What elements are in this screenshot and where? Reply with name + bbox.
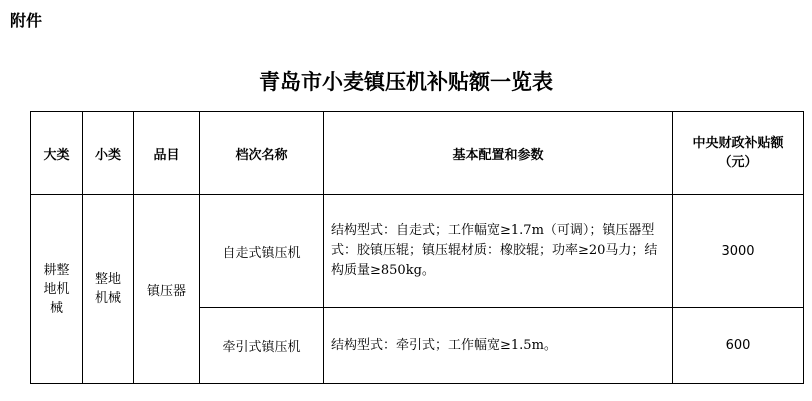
major-category-line: 地机 <box>43 281 70 297</box>
subsidy-table <box>30 111 804 384</box>
header-subsidy <box>673 112 804 195</box>
major-category-line: 耕整 <box>43 262 70 278</box>
header-grade-name: 档次名称 <box>200 112 324 195</box>
minor-category-line: 机械 <box>94 291 121 306</box>
minor-category-line: 整地 <box>94 272 121 287</box>
subsidy-cell: 3000 <box>673 195 804 308</box>
header-subsidy-line2: （元） <box>718 155 758 170</box>
table-row <box>31 195 804 308</box>
grade-name-cell: 牵引式镇压机 <box>200 308 324 384</box>
attachment-label: 附件 <box>10 11 43 30</box>
minor-category-cell <box>83 195 134 384</box>
config-params-cell: 结构型式：自走式；工作幅宽≥1.7m（可调）；镇压器型式：胶镇压辊；镇压辊材质：橡胶辊；功率≥20马力；结构质量≥850kg。 <box>324 195 673 308</box>
header-minor-category: 小类 <box>83 112 134 195</box>
item-cell: 镇压器 <box>134 195 200 384</box>
grade-name-cell: 自走式镇压机 <box>200 195 324 308</box>
major-category-cell <box>31 195 83 384</box>
header-major-category: 大类 <box>31 112 83 195</box>
table-header-row <box>31 112 804 195</box>
page-title: 青岛市小麦镇压机补贴额一览表 <box>259 69 553 94</box>
header-subsidy-line1: 中央财政补贴额 <box>692 136 784 151</box>
config-params-cell: 结构型式：牵引式；工作幅宽≥1.5m。 <box>324 308 673 384</box>
header-config-params: 基本配置和参数 <box>324 112 673 195</box>
major-category-line: 械 <box>49 300 63 316</box>
subsidy-cell: 600 <box>673 308 804 384</box>
header-item: 品目 <box>134 112 200 195</box>
